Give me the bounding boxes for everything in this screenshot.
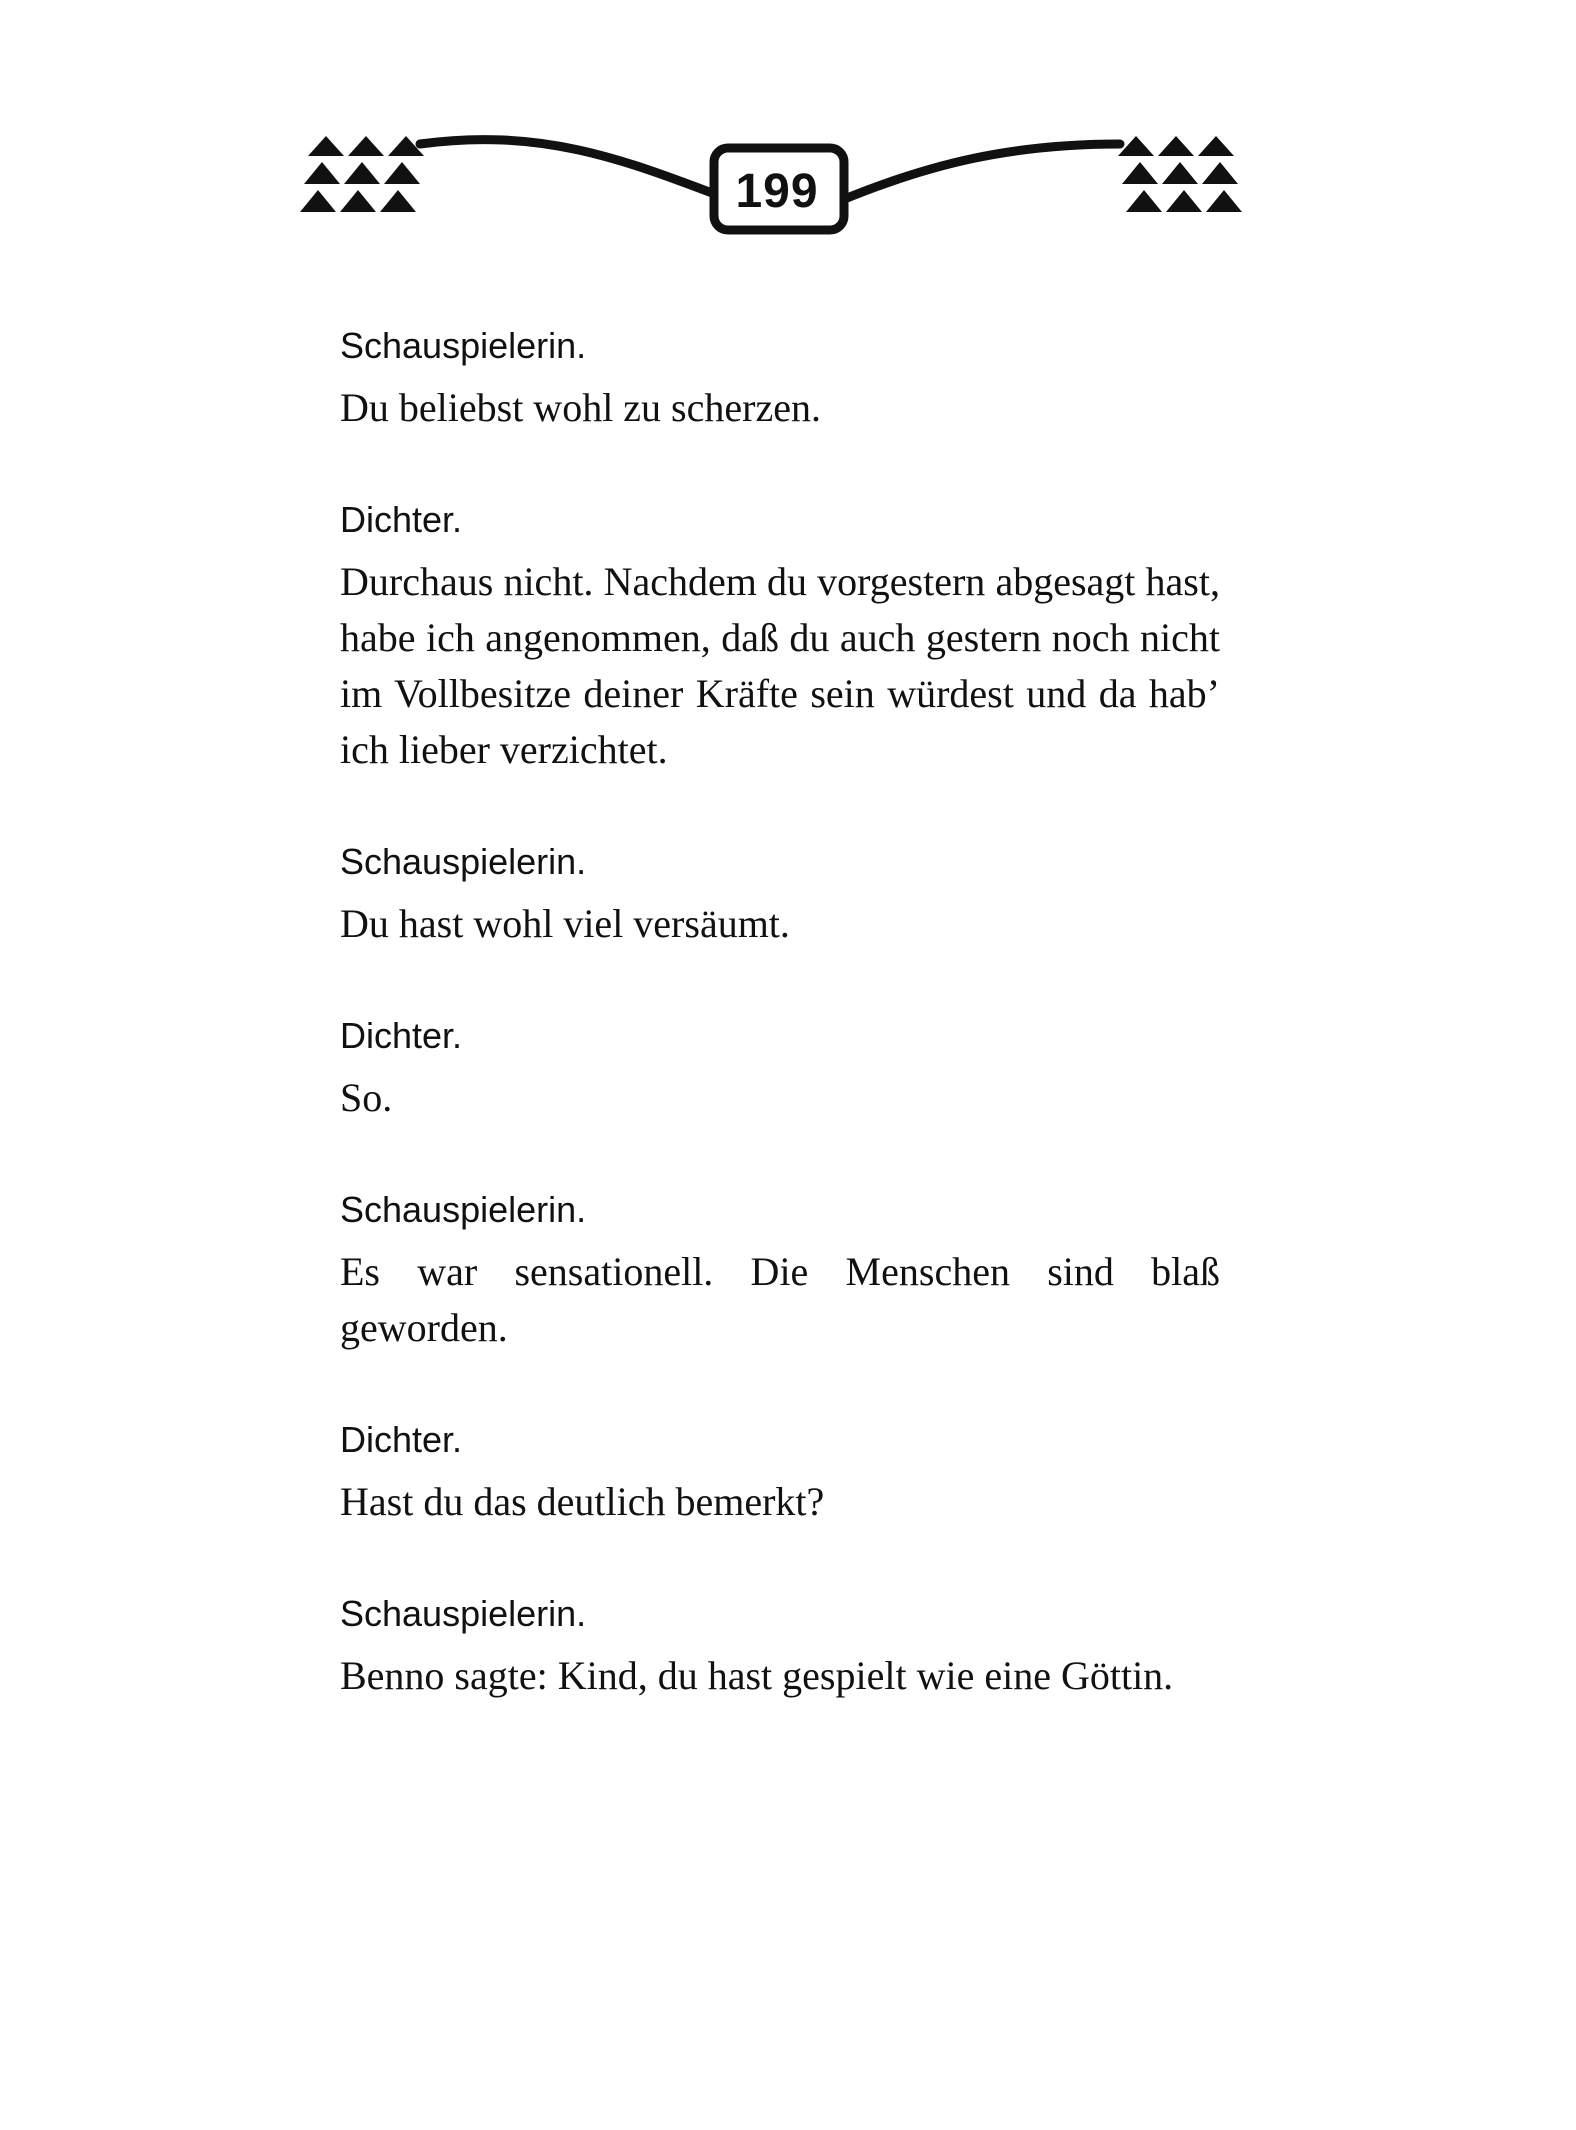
speaker-name: Dichter.	[340, 1015, 463, 1056]
speaker-name: Schauspielerin.	[340, 841, 587, 882]
speech-line: Benno sagte: Kind, du hast gespielt wie eine Göttin.	[340, 1653, 1174, 1698]
speech-line: Durchaus nicht. Nachdem du vorgestern abgesagt hast, habe ich angenommen, daß du auch gestern noch nicht im Vollbesitze deiner Kräfte sein würdest und da hab’ ich lieber verzichtet.	[340, 559, 1220, 772]
speech-line: Hast du das deutlich bemerkt?	[340, 1479, 825, 1524]
right-triangle-ornament-icon	[1118, 136, 1242, 212]
speaker-name: Schauspielerin.	[340, 325, 587, 366]
speech-line: So.	[340, 1075, 393, 1120]
page-number: 199	[735, 164, 819, 218]
speaker-name: Schauspielerin.	[340, 1189, 587, 1230]
speaker-name: Dichter.	[340, 499, 463, 540]
speaker-name: Dichter.	[340, 1419, 463, 1460]
speech-line: Es war sensationell. Die Menschen sind blaß geworden.	[340, 1249, 1220, 1350]
speaker-name: Schauspielerin.	[340, 1593, 587, 1634]
dialogue-text	[340, 318, 1220, 1704]
left-swash-line	[420, 140, 720, 196]
left-triangle-ornament-icon	[300, 136, 424, 212]
speech-line: Du hast wohl viel versäumt.	[340, 901, 790, 946]
right-swash-line	[842, 144, 1120, 200]
speech-line: Du beliebst wohl zu scherzen.	[340, 385, 821, 430]
